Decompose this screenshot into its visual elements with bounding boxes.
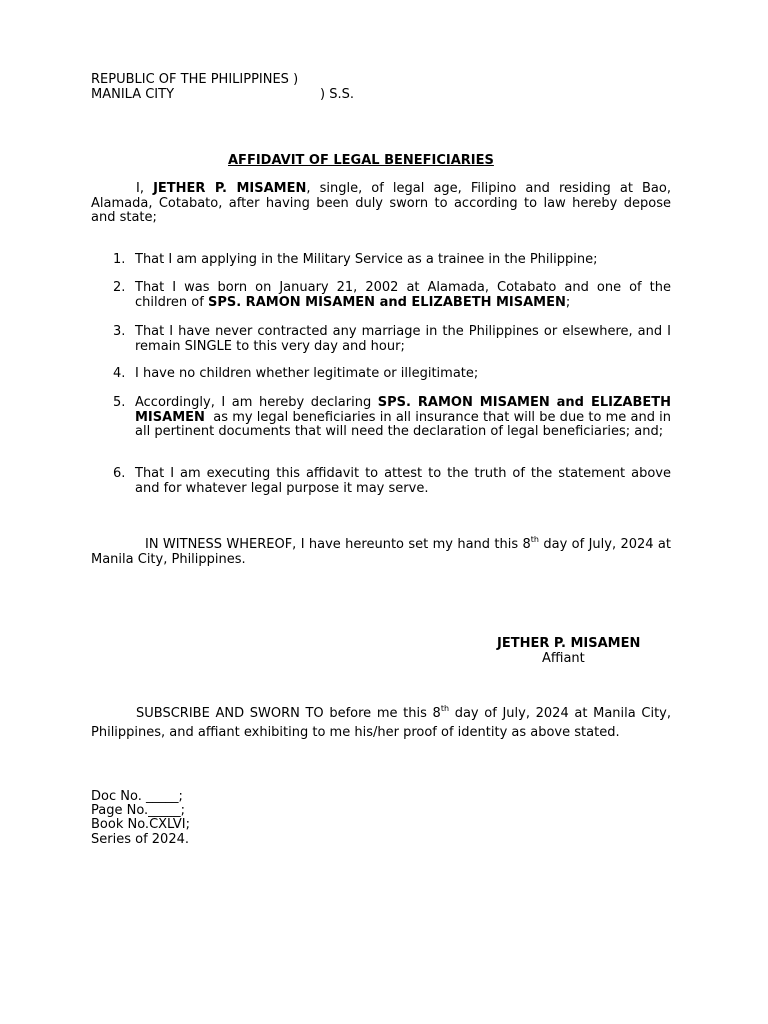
item-text [135,281,671,310]
item-number: 6. [113,466,126,481]
item-text-part: as my legal beneficiaries in all insurance that will be due to me and in all pertinent documents that will need the declaration of legal beneficiaries; and; [135,409,676,439]
item-text: That I am executing this affidavit to attest to the truth of the statement above and for whatever legal purpose it may serve. [135,466,671,496]
intro-after-name: , single, of legal age, Filipino and residing at Bao, Alamada, Cotabato, after having been duly sworn to according to law hereby depose and state; [91,181,671,225]
witness-paragraph [91,534,671,567]
beneficiaries-name: SPS. RAMON MISAMEN and ELIZABETH MISAMEN [135,395,671,425]
jurat-paragraph [91,704,671,742]
affiant-name-intro: JETHER P. MISAMEN [153,181,307,196]
caption-republic: REPUBLIC OF THE PHILIPPINES ) [91,72,299,87]
item-number: 5. [113,395,126,410]
series-year: Series of 2024. [91,832,189,847]
book-number: Book No.CXLVI; [91,817,190,832]
intro-before-name: I, [136,181,154,196]
item-text: I have no children whether legitimate or illegitimate; [135,366,479,381]
item-number: 4. [113,366,126,381]
item-text-part: Accordingly, I am hereby declaring [135,395,378,410]
witness-ordinal: th [530,534,540,544]
jurat-ordinal: th [440,703,450,713]
signature-role: Affiant [542,651,585,666]
item-text-part: That I was born on January 21, 2002 at Alamada, Cotabato and one of the children of [135,280,671,310]
item-number: 2. [113,280,126,295]
intro-paragraph [91,182,671,226]
caption-ss: ) S.S. [320,87,354,102]
caption-city: MANILA CITY [91,87,175,102]
signature-name: JETHER P. MISAMEN [497,636,641,651]
item-text: That I have never contracted any marriage in the Philippines or elsewhere, and I remain SINGLE to this very day and hour; [135,324,671,354]
item-number: 3. [113,324,126,339]
document-title: AFFIDAVIT OF LEGAL BENEFICIARIES [228,153,494,168]
item-text: That I am applying in the Military Service as a trainee in the Philippine; [135,252,598,267]
witness-text-b: day of July, 2024 at Manila City, Philippines. [91,537,671,567]
doc-number: Doc No. _____; [91,789,183,804]
item-number: 1. [113,252,126,267]
item-text [135,395,676,440]
parents-name: SPS. RAMON MISAMEN and ELIZABETH MISAMEN [207,294,566,310]
jurat-text-b: day of July, 2024 at Manila City, Philippines, and affiant exhibiting to me his/her proof of identity as above stated. [91,706,671,740]
page-number: Page No._____; [91,803,186,818]
jurat-text-a: SUBSCRIBE AND SWORN TO before me this 8 [136,706,441,721]
witness-text-a: IN WITNESS WHEREOF, I have hereunto set my hand this 8 [145,537,531,552]
item-text-part: ; [565,294,571,310]
